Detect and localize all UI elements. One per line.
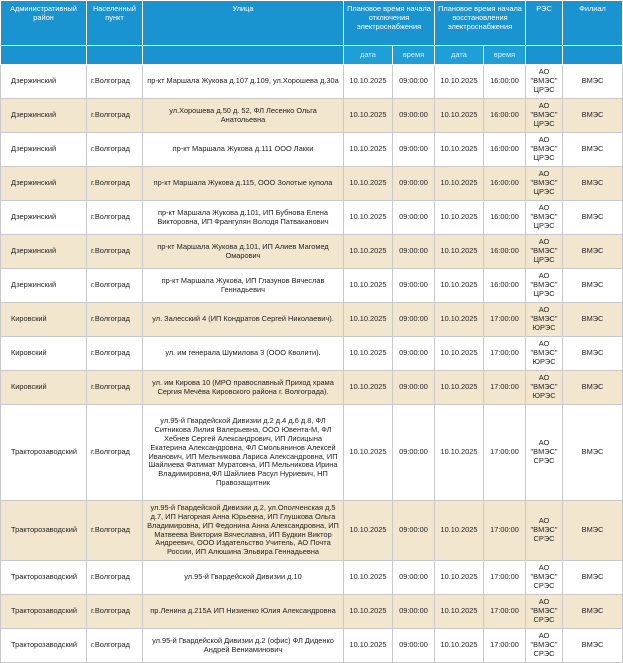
cell-filial: ВМЭС	[563, 561, 623, 595]
cell-street: пр-кт Маршала Жукова д.107 д.109, ул.Хорошева д.30а	[143, 65, 344, 99]
cell-res: АО "ВМЭС" ЦРЭС	[526, 133, 563, 167]
table-header	[1, 1, 623, 65]
cell-street: ул.95-й Гвардейской Дивизии д.10	[143, 561, 344, 595]
header-blank-cell	[87, 46, 143, 65]
cell-off-time: 09:00:00	[393, 269, 435, 303]
cell-off-date: 10.10.2025	[344, 303, 393, 337]
cell-on-time: 17:00:00	[484, 595, 526, 629]
table-body	[1, 65, 623, 663]
cell-off-date: 10.10.2025	[344, 337, 393, 371]
cell-punkt: г.Волгоград	[87, 405, 143, 501]
cell-filial: ВМЭС	[563, 99, 623, 133]
cell-off-time: 09:00:00	[393, 99, 435, 133]
header-blank-cell	[1, 46, 87, 65]
cell-res: АО "ВМЭС" СРЭС	[526, 561, 563, 595]
cell-rayon: Тракторозаводский	[1, 501, 87, 561]
table-row	[1, 561, 623, 595]
cell-off-time: 09:00:00	[393, 501, 435, 561]
header-street: Улица	[143, 1, 344, 46]
cell-filial: ВМЭС	[563, 371, 623, 405]
cell-off-date: 10.10.2025	[344, 99, 393, 133]
table-row	[1, 629, 623, 663]
cell-on-date: 10.10.2025	[435, 269, 484, 303]
cell-on-time: 16:00:00	[484, 65, 526, 99]
cell-filial: ВМЭС	[563, 501, 623, 561]
table-row	[1, 133, 623, 167]
table-row	[1, 405, 623, 501]
cell-on-date: 10.10.2025	[435, 371, 484, 405]
cell-rayon: Дзержинский	[1, 133, 87, 167]
cell-on-date: 10.10.2025	[435, 99, 484, 133]
cell-street: пр-кт Маршала Жукова д.115, ООО Золотые купола	[143, 167, 344, 201]
header-rayon: Административный район	[1, 1, 87, 46]
header-off-plan: Плановое время начала отключения электроснабжения	[344, 1, 435, 46]
header-on-plan: Плановое время начала восстановления электроснабжения	[435, 1, 526, 46]
cell-filial: ВМЭС	[563, 269, 623, 303]
cell-off-time: 09:00:00	[393, 65, 435, 99]
header-blank-cell	[143, 46, 344, 65]
cell-res: АО "ВМЭС" ЦРЭС	[526, 269, 563, 303]
cell-res: АО "ВМЭС" ЦРЭС	[526, 201, 563, 235]
cell-punkt: г.Волгоград	[87, 269, 143, 303]
cell-off-time: 09:00:00	[393, 595, 435, 629]
cell-punkt: г.Волгоград	[87, 65, 143, 99]
table-row	[1, 595, 623, 629]
cell-on-time: 16:00:00	[484, 167, 526, 201]
cell-street: ул.95-й Гвардейской Дивизии д.2, ул.Ополченская д.5 д.7, ИП Нагорная Анна Юрьевна, ИП Глушкова Ольга Владимировна, ИП Федонина Анна Александровна, ИП Матвеева Виктория Вячеславна, ИП Будкин Виктор Андреевич, ООО Издательство Учитель, АО Почта России, ИП Алюшина Эльвира Геннадьевна	[143, 501, 344, 561]
cell-rayon: Кировский	[1, 337, 87, 371]
cell-off-date: 10.10.2025	[344, 561, 393, 595]
cell-off-date: 10.10.2025	[344, 629, 393, 663]
header-on-date: дата	[435, 46, 484, 65]
cell-off-date: 10.10.2025	[344, 269, 393, 303]
cell-off-date: 10.10.2025	[344, 371, 393, 405]
cell-on-time: 17:00:00	[484, 371, 526, 405]
cell-street: ул. Залесский 4 (ИП Кондратов Сергей Николаевич).	[143, 303, 344, 337]
cell-street: пр-кт Маршала Жукова д.111 ООО Лакки	[143, 133, 344, 167]
cell-off-date: 10.10.2025	[344, 133, 393, 167]
cell-on-time: 17:00:00	[484, 303, 526, 337]
cell-filial: ВМЭС	[563, 235, 623, 269]
cell-rayon: Тракторозаводский	[1, 405, 87, 501]
table-row	[1, 371, 623, 405]
header-punkt: Населенный пункт	[87, 1, 143, 46]
cell-rayon: Кировский	[1, 371, 87, 405]
cell-on-time: 17:00:00	[484, 629, 526, 663]
cell-off-time: 09:00:00	[393, 405, 435, 501]
cell-res: АО "ВМЭС" ЮРЭС	[526, 303, 563, 337]
cell-res: АО "ВМЭС" СРЭС	[526, 501, 563, 561]
cell-on-date: 10.10.2025	[435, 235, 484, 269]
cell-filial: ВМЭС	[563, 201, 623, 235]
cell-res: АО "ВМЭС" ЦРЭС	[526, 167, 563, 201]
cell-filial: ВМЭС	[563, 133, 623, 167]
table-row	[1, 303, 623, 337]
cell-street: пр-кт Маршала Жукова, ИП Глазунов Вячеслав Геннадьевич	[143, 269, 344, 303]
table-row	[1, 337, 623, 371]
cell-on-date: 10.10.2025	[435, 337, 484, 371]
cell-off-date: 10.10.2025	[344, 201, 393, 235]
cell-res: АО "ВМЭС" ЮРЭС	[526, 371, 563, 405]
cell-on-date: 10.10.2025	[435, 501, 484, 561]
cell-filial: ВМЭС	[563, 167, 623, 201]
cell-on-time: 16:00:00	[484, 99, 526, 133]
cell-on-time: 17:00:00	[484, 561, 526, 595]
cell-punkt: г.Волгоград	[87, 629, 143, 663]
cell-rayon: Дзержинский	[1, 167, 87, 201]
cell-off-date: 10.10.2025	[344, 65, 393, 99]
cell-punkt: г.Волгоград	[87, 167, 143, 201]
cell-off-date: 10.10.2025	[344, 501, 393, 561]
cell-street: пр-кт Маршала Жукова д.101, ИП Алиев Магомед Омарович	[143, 235, 344, 269]
cell-street: ул.95-й Гвардейской Дивизии д.2 (офис) ФЛ Диденко Андрей Вениаминович	[143, 629, 344, 663]
cell-filial: ВМЭС	[563, 65, 623, 99]
table-row	[1, 501, 623, 561]
cell-off-time: 09:00:00	[393, 371, 435, 405]
cell-on-time: 17:00:00	[484, 337, 526, 371]
cell-punkt: г.Волгоград	[87, 235, 143, 269]
cell-punkt: г.Волгоград	[87, 337, 143, 371]
cell-on-time: 16:00:00	[484, 235, 526, 269]
table-row	[1, 235, 623, 269]
cell-on-time: 16:00:00	[484, 269, 526, 303]
cell-off-time: 09:00:00	[393, 167, 435, 201]
cell-on-date: 10.10.2025	[435, 133, 484, 167]
cell-rayon: Дзержинский	[1, 201, 87, 235]
cell-street: ул.95-й Гвардейской Дивизии д.2 д.4 д.6 д.8, ФЛ Ситникова Лилия Валерьевна, ООО Ювента-М, ФЛ Хебнев Сергей Александрович, ИП Лисицына Екатерина Александровна, ФЛ Смольянинов Алексей Иванович, ИП Мельникова Лариса Александровна, ИП Шайлиева Фатимат Муратовна, ИП Мельникова Ирина Владимировна,ФЛ Шайлиев Расул Нуриевич, НП Правозащитник	[143, 405, 344, 501]
cell-res: АО "ВМЭС" ЮРЭС	[526, 337, 563, 371]
cell-off-time: 09:00:00	[393, 303, 435, 337]
cell-rayon: Дзержинский	[1, 269, 87, 303]
header-blank-cell	[526, 46, 563, 65]
cell-off-date: 10.10.2025	[344, 595, 393, 629]
cell-filial: ВМЭС	[563, 337, 623, 371]
cell-street: пр-кт Маршала Жукова д.101, ИП Бубнова Елена Викторовна, ИП Франгулян Володя Патваканович	[143, 201, 344, 235]
cell-off-time: 09:00:00	[393, 629, 435, 663]
cell-off-date: 10.10.2025	[344, 167, 393, 201]
cell-rayon: Кировский	[1, 303, 87, 337]
cell-off-time: 09:00:00	[393, 337, 435, 371]
header-on-time: время	[484, 46, 526, 65]
header-off-date: дата	[344, 46, 393, 65]
table-row	[1, 65, 623, 99]
cell-on-date: 10.10.2025	[435, 595, 484, 629]
cell-res: АО "ВМЭС" СРЭС	[526, 405, 563, 501]
cell-on-date: 10.10.2025	[435, 65, 484, 99]
cell-off-time: 09:00:00	[393, 235, 435, 269]
cell-on-date: 10.10.2025	[435, 167, 484, 201]
cell-punkt: г.Волгоград	[87, 561, 143, 595]
cell-on-date: 10.10.2025	[435, 629, 484, 663]
cell-on-date: 10.10.2025	[435, 405, 484, 501]
cell-rayon: Тракторозаводский	[1, 595, 87, 629]
cell-on-date: 10.10.2025	[435, 201, 484, 235]
cell-street: ул.Хорошева д.50 д. 52, ФЛ Лесенко Ольга Анатольевна	[143, 99, 344, 133]
header-off-time: время	[393, 46, 435, 65]
cell-punkt: г.Волгоград	[87, 501, 143, 561]
cell-off-date: 10.10.2025	[344, 235, 393, 269]
table-row	[1, 99, 623, 133]
cell-punkt: г.Волгоград	[87, 99, 143, 133]
cell-punkt: г.Волгоград	[87, 133, 143, 167]
cell-punkt: г.Волгоград	[87, 303, 143, 337]
cell-res: АО "ВМЭС" СРЭС	[526, 629, 563, 663]
table-row	[1, 167, 623, 201]
cell-on-time: 16:00:00	[484, 133, 526, 167]
header-blank-cell	[563, 46, 623, 65]
cell-filial: ВМЭС	[563, 595, 623, 629]
cell-on-time: 16:00:00	[484, 201, 526, 235]
cell-rayon: Тракторозаводский	[1, 629, 87, 663]
cell-res: АО "ВМЭС" ЦРЭС	[526, 99, 563, 133]
cell-filial: ВМЭС	[563, 405, 623, 501]
cell-rayon: Дзержинский	[1, 65, 87, 99]
cell-res: АО "ВМЭС" ЦРЭС	[526, 235, 563, 269]
cell-street: пр.Ленина д.215А ИП Низиенко Юлия Александровна	[143, 595, 344, 629]
header-res: РЭС	[526, 1, 563, 46]
cell-off-time: 09:00:00	[393, 561, 435, 595]
cell-off-time: 09:00:00	[393, 201, 435, 235]
cell-off-date: 10.10.2025	[344, 405, 393, 501]
cell-street: ул. им Кирова 10 (МРО православный Приход храма Сергия Мечёва Кировского района г. Волгограда).	[143, 371, 344, 405]
table-row	[1, 269, 623, 303]
cell-res: АО "ВМЭС" СРЭС	[526, 595, 563, 629]
cell-filial: ВМЭС	[563, 303, 623, 337]
cell-rayon: Тракторозаводский	[1, 561, 87, 595]
cell-res: АО "ВМЭС" ЦРЭС	[526, 65, 563, 99]
header-filial: Филиал	[563, 1, 623, 46]
table-row	[1, 201, 623, 235]
cell-punkt: г.Волгоград	[87, 201, 143, 235]
cell-rayon: Дзержинский	[1, 99, 87, 133]
cell-street: ул. им генерала Шумилова 3 (ООО Кволити).	[143, 337, 344, 371]
cell-on-time: 17:00:00	[484, 501, 526, 561]
cell-on-time: 17:00:00	[484, 405, 526, 501]
cell-filial: ВМЭС	[563, 629, 623, 663]
cell-punkt: г.Волгоград	[87, 595, 143, 629]
cell-rayon: Дзержинский	[1, 235, 87, 269]
cell-punkt: г.Волгоград	[87, 371, 143, 405]
cell-on-date: 10.10.2025	[435, 561, 484, 595]
cell-on-date: 10.10.2025	[435, 303, 484, 337]
cell-off-time: 09:00:00	[393, 133, 435, 167]
